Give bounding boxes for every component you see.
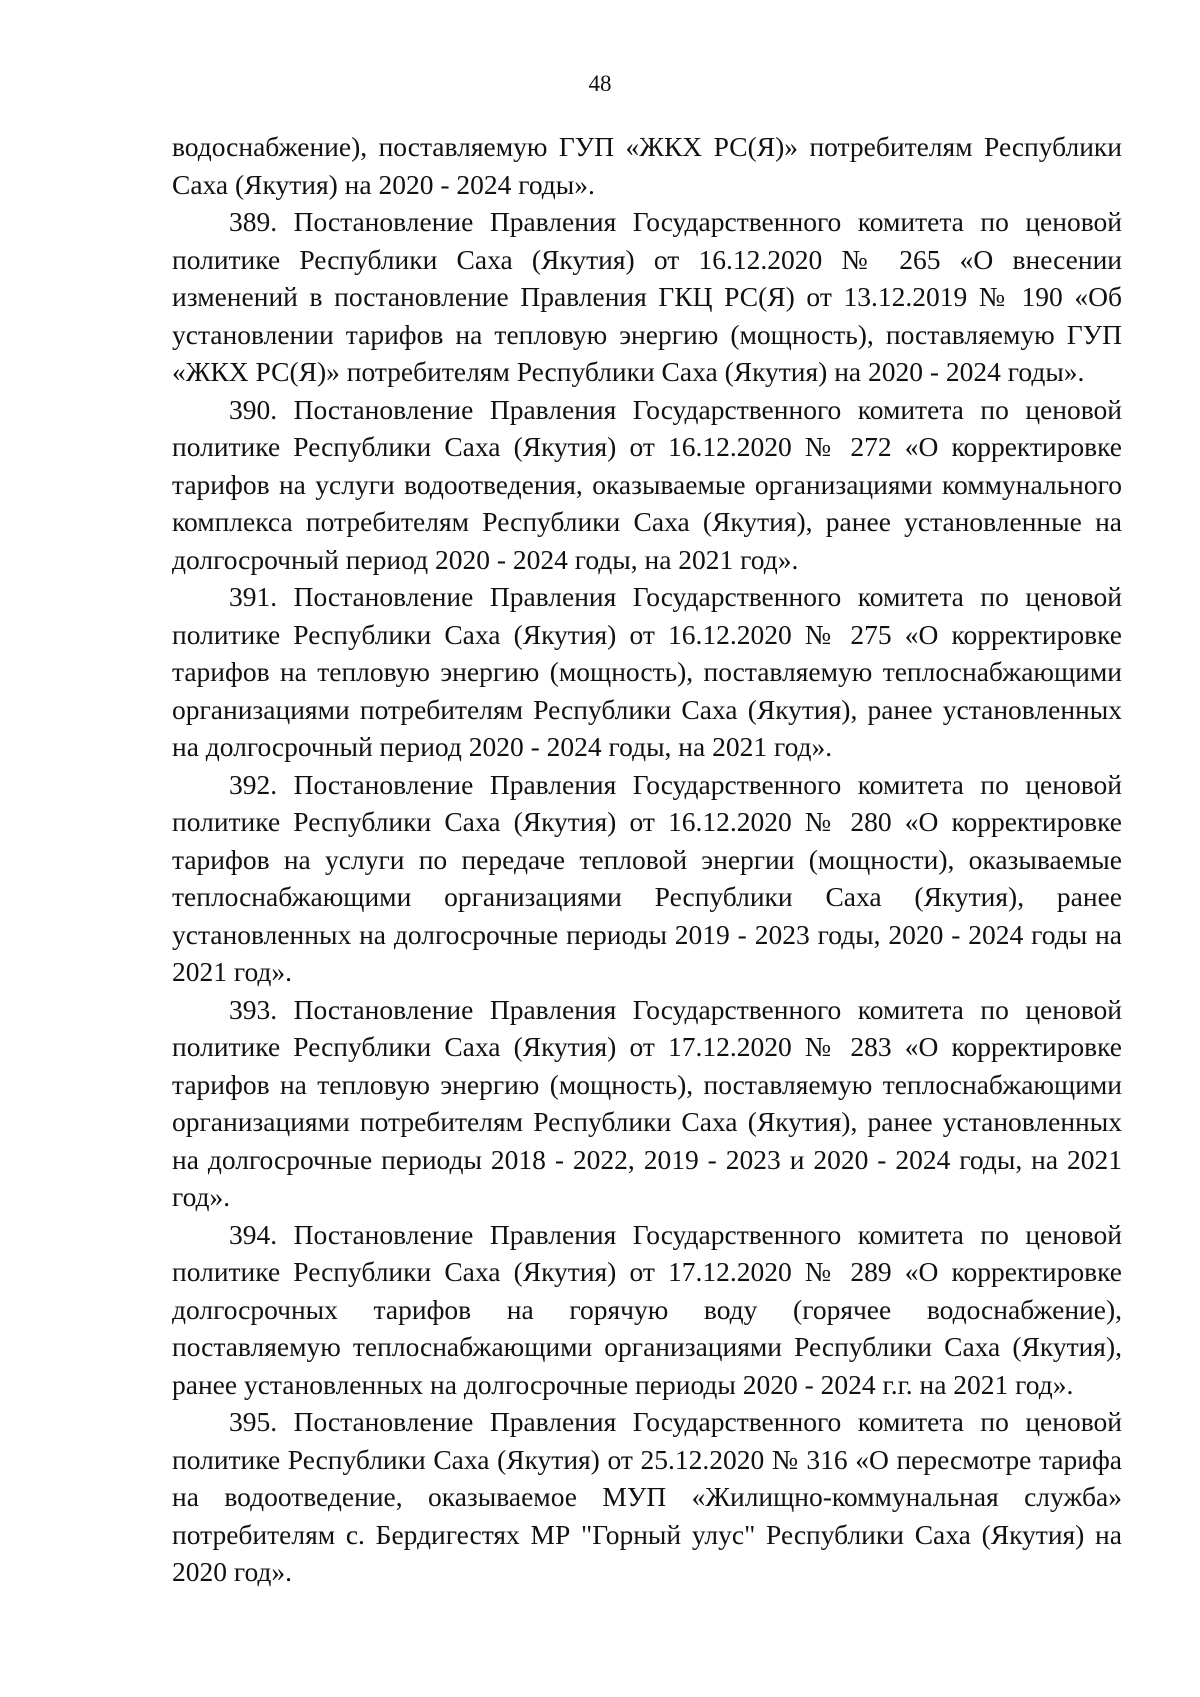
paragraph-continuation: водоснабжение), поставляемую ГУП «ЖКХ РС(Я)» потребителям Республики Саха (Якутия) на 2020 - 2024 годы». (172, 131, 1122, 200)
page-number: 48 (588, 71, 612, 96)
paragraph-item-394: 394. Постановление Правления Государственного комитета по ценовой политике Республики Саха (Якутия) от 17.12.2020 № 289 «О корректировке долгосрочных тарифов на горячую воду (горячее водоснабжение), поставляемую теплоснабжающими организациями Республики Саха (Якутия), ранее установленных на долгосрочные периоды 2020 - 2024 г.г. на 2021 год». (172, 1218, 1122, 1400)
paragraph-item-391: 391. Постановление Правления Государственного комитета по ценовой политике Республики Саха (Якутия) от 16.12.2020 № 275 «О корректировке тарифов на тепловую энергию (мощность), поставляемую теплоснабжающими организациями потребителям Республики Саха (Якутия), ранее установленных на долгосрочный период 2020 - 2024 годы, на 2021 год». (172, 581, 1122, 762)
paragraph-item-392: 392. Постановление Правления Государственного комитета по ценовой политике Республики Саха (Якутия) от 16.12.2020 № 280 «О корректировке тарифов на услуги по передаче тепловой энергии (мощности), оказываемые теплоснабжающими организациями Республики Саха (Якутия), ранее установленных на долгосрочные периоды 2019 - 2023 годы, 2020 - 2024 годы на 2021 год». (172, 768, 1122, 987)
document-body (172, 128, 1122, 1591)
paragraph-item-393: 393. Постановление Правления Государственного комитета по ценовой политике Республики Саха (Якутия) от 17.12.2020 № 283 «О корректировке тарифов на тепловую энергию (мощность), поставляемую теплоснабжающими организациями потребителям Республики Саха (Якутия), ранее установленных на долгосрочные периоды 2018 - 2022, 2019 - 2023 и 2020 - 2024 годы, на 2021 год». (172, 993, 1122, 1212)
paragraph-item-395: 395. Постановление Правления Государственного комитета по ценовой политике Республики Саха (Якутия) от 25.12.2020 № 316 «О пересмотре тарифа на водоотведение, оказываемое МУП «Жилищно-коммунальная служба» потребителям с. Бердигестях МР "Горный улус" Республики Саха (Якутия) на 2020 год». (172, 1406, 1122, 1587)
paragraph-item-390: 390. Постановление Правления Государственного комитета по ценовой политике Республики Саха (Якутия) от 16.12.2020 № 272 «О корректировке тарифов на услуги водоотведения, оказываемые организациями коммунального комплекса потребителям Республики Саха (Якутия), ранее установленные на долгосрочный период 2020 - 2024 годы, на 2021 год». (172, 393, 1122, 575)
paragraph-item-389: 389. Постановление Правления Государственного комитета по ценовой политике Республики Саха (Якутия) от 16.12.2020 № 265 «О внесении изменений в постановление Правления ГКЦ РС(Я) от 13.12.2019 № 190 «Об установлении тарифов на тепловую энергию (мощность), поставляемую ГУП «ЖКХ РС(Я)» потребителям Республики Саха (Якутия) на 2020 - 2024 годы». (172, 206, 1122, 387)
